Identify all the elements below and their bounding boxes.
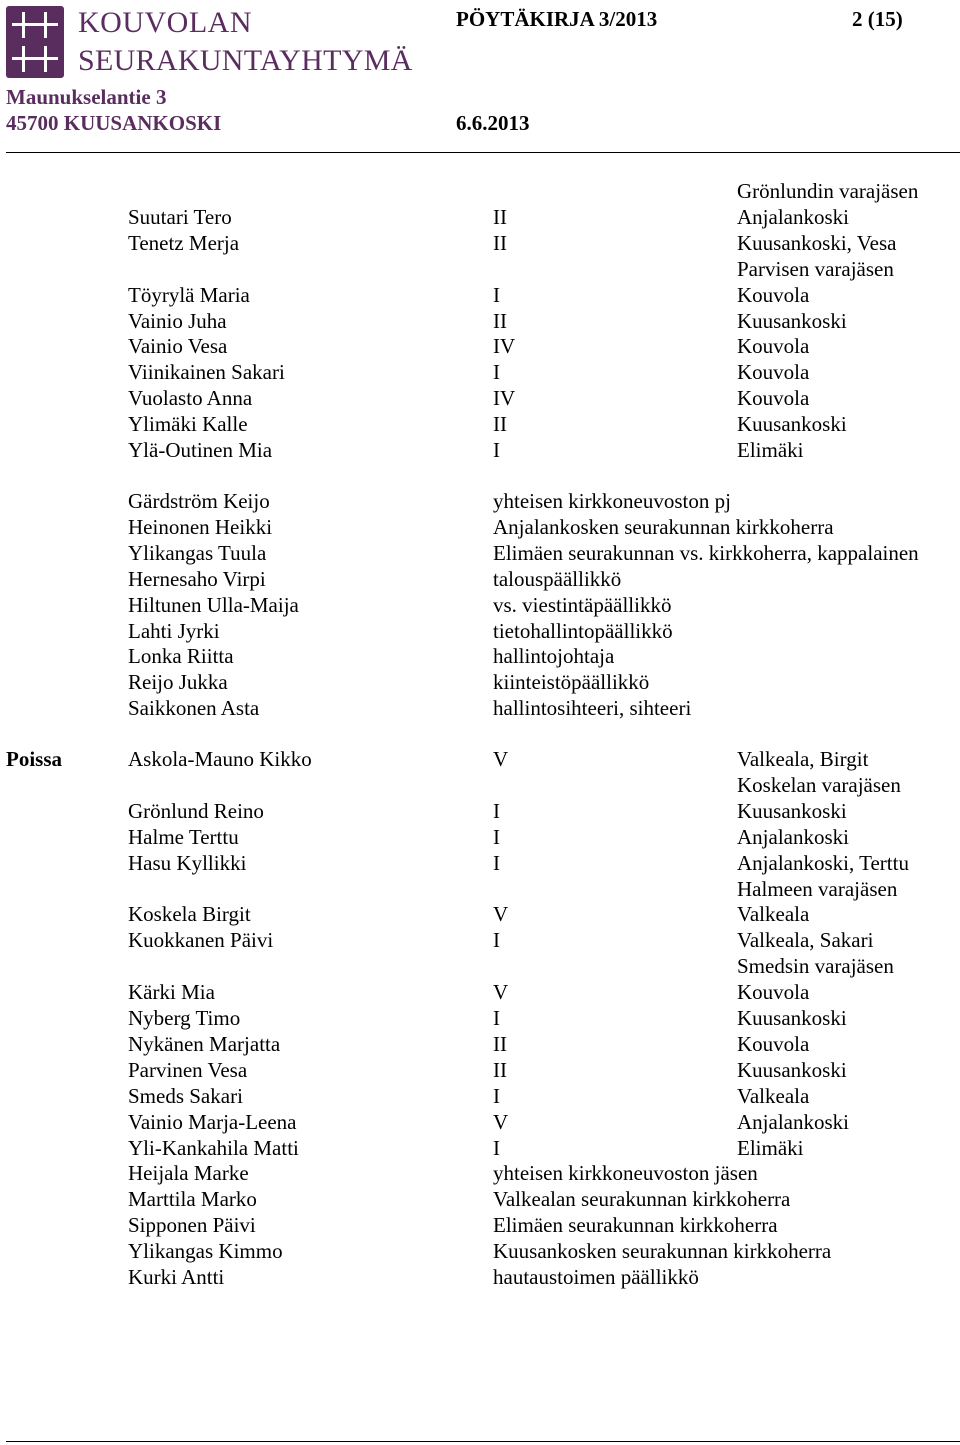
member-place: Smedsin varajäsen [737,954,894,978]
member-name: Koskela Birgit [128,902,251,926]
official-role: kiinteistöpäällikkö [493,670,650,694]
official-role: Valkealan seurakunnan kirkkoherra [493,1187,791,1211]
member-group: I [493,283,500,307]
member-place: Anjalankoski [737,1110,849,1134]
member-group: V [493,1110,509,1134]
member-place: Kuusankoski, Vesa [737,231,897,255]
official-role: tietohallintopäällikkö [493,619,673,643]
official-name: Kurki Antti [128,1265,225,1289]
official-name: Lonka Riitta [128,644,234,668]
member-place: Elimäki [737,1136,804,1160]
official-role: yhteisen kirkkoneuvoston jäsen [493,1161,758,1185]
member-name: Halme Terttu [128,825,239,849]
member-group: I [493,1006,500,1030]
official-role: Elimäen seurakunnan vs. kirkkoherra, kappalainen [493,541,919,565]
member-name: Ylimäki Kalle [128,412,248,436]
member-group: I [493,928,500,952]
member-group: I [493,851,500,875]
member-place: Valkeala, Birgit [737,747,869,771]
official-name: Heijala Marke [128,1161,249,1185]
member-group: II [493,205,507,229]
footer-divider [6,1441,960,1442]
member-name: Vainio Vesa [128,334,228,358]
member-name: Tenetz Merja [128,231,240,255]
member-place: Kouvola [737,980,810,1004]
organization-logo [6,6,426,80]
official-name: Hernesaho Virpi [128,567,266,591]
member-name: Vuolasto Anna [128,386,253,410]
member-place: Kuusankoski [737,1058,847,1082]
member-group: II [493,231,507,255]
member-group: I [493,360,500,384]
member-group: I [493,825,500,849]
member-place: Kuusankoski [737,799,847,823]
member-place: Kuusankoski [737,412,847,436]
member-place: Kouvola [737,360,810,384]
member-group: IV [493,334,516,358]
member-group: II [493,412,507,436]
official-name: Ylikangas Kimmo [128,1239,283,1263]
official-role: hallintosihteeri, sihteeri [493,696,692,720]
member-place: Anjalankoski [737,205,849,229]
member-group: IV [493,386,516,410]
document-date: 6.6.2013 [456,111,530,135]
member-name: Smeds Sakari [128,1084,243,1108]
page-number: 2 (15) [852,7,903,31]
org-name-line2: SEURAKUNTAYHTYMÄ [78,44,413,77]
address-street: Maunukselantie 3 [6,85,167,109]
member-name: Vainio Juha [128,309,227,333]
member-name: Kärki Mia [128,980,215,1004]
official-name: Ylikangas Tuula [128,541,267,565]
member-name: Grönlund Reino [128,799,264,823]
member-name: Vainio Marja-Leena [128,1110,297,1134]
member-group: I [493,799,500,823]
official-role: hallintojohtaja [493,644,615,668]
official-name: Saikkonen Asta [128,696,260,720]
official-role: Kuusankosken seurakunnan kirkkoherra [493,1239,832,1263]
member-place: Kouvola [737,334,810,358]
member-place: Kouvola [737,283,810,307]
official-name: Gärdström Keijo [128,489,270,513]
official-name: Sipponen Päivi [128,1213,256,1237]
member-name: Nykänen Marjatta [128,1032,281,1056]
member-place: Elimäki [737,438,804,462]
cross-grid-logo-icon [6,6,64,78]
official-name: Reijo Jukka [128,670,228,694]
absent-section-label: Poissa [6,747,63,771]
official-role: Elimäen seurakunnan kirkkoherra [493,1213,778,1237]
official-role: Anjalankosken seurakunnan kirkkoherra [493,515,834,539]
member-group: II [493,309,507,333]
member-name: Askola-Mauno Kikko [128,747,312,771]
member-name: Töyrylä Maria [128,283,250,307]
official-role: yhteisen kirkkoneuvoston pj [493,489,731,513]
official-name: Hiltunen Ulla-Maija [128,593,299,617]
official-role: hautaustoimen päällikkö [493,1265,699,1289]
member-place: Parvisen varajäsen [737,257,894,281]
member-place: Kuusankoski [737,1006,847,1030]
member-name: Yli-Kankahila Matti [128,1136,299,1160]
member-name: Nyberg Timo [128,1006,241,1030]
official-name: Marttila Marko [128,1187,257,1211]
member-place: Anjalankoski, Terttu [737,851,909,875]
member-place: Koskelan varajäsen [737,773,901,797]
member-name: Hasu Kyllikki [128,851,247,875]
header-divider [6,152,960,153]
member-group: II [493,1058,507,1082]
member-group: I [493,438,500,462]
member-group: V [493,980,509,1004]
member-group: I [493,1136,500,1160]
member-place: Kouvola [737,386,810,410]
member-place: Grönlundin varajäsen [737,179,919,203]
official-name: Lahti Jyrki [128,619,220,643]
org-name-line1: KOUVOLAN [78,6,252,39]
member-place: Anjalankoski [737,825,849,849]
member-name: Kuokkanen Päivi [128,928,274,952]
member-name: Suutari Tero [128,205,232,229]
address-postal: 45700 KUUSANKOSKI [6,111,222,135]
member-name: Parvinen Vesa [128,1058,248,1082]
member-group: II [493,1032,507,1056]
member-place: Kuusankoski [737,309,847,333]
member-group: I [493,1084,500,1108]
member-name: Viinikainen Sakari [128,360,285,384]
member-place: Valkeala [737,902,810,926]
official-role: talouspäällikkö [493,567,622,591]
member-place: Valkeala, Sakari [737,928,874,952]
member-group: V [493,747,509,771]
member-group: V [493,902,509,926]
member-name: Ylä-Outinen Mia [128,438,273,462]
official-name: Heinonen Heikki [128,515,273,539]
official-role: vs. viestintäpäällikkö [493,593,672,617]
member-place: Halmeen varajäsen [737,877,898,901]
member-place: Kouvola [737,1032,810,1056]
document-title: PÖYTÄKIRJA 3/2013 [456,7,658,31]
member-place: Valkeala [737,1084,810,1108]
